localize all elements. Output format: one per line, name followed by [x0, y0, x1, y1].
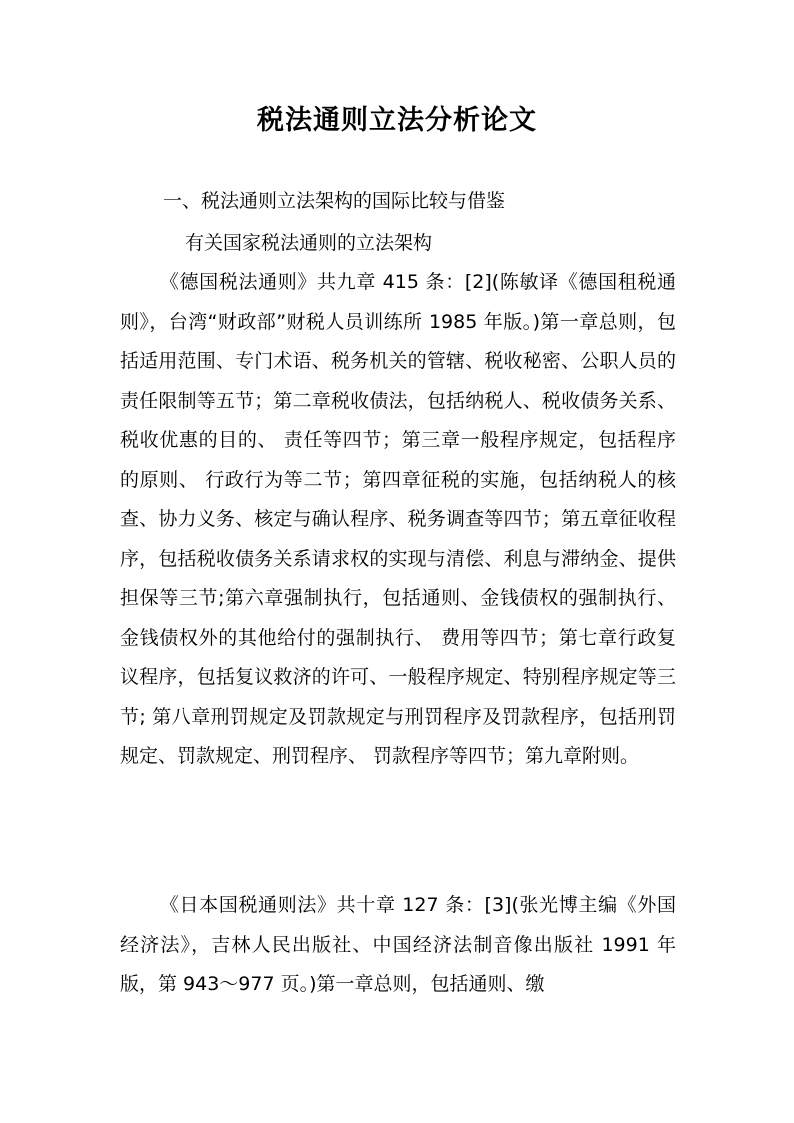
paragraph-german-tax-code: 《德国税法通则》共九章 415 条：[2](陈敏译《德国租税通则》，台湾“财政部”财税人员训练所 1985 年版。)第一章总则，包括适用范围、专门术语、税务机关的管辖、税收秘密、公职人员的责任限制等五节；第二章税收债法，包括纳税人、税收债务关系、税收优惠的目的、 责任等四节；第三章一般程序规定，包括程序的原则、 行政行为等二节；第四章征税的实施，包括纳税人的核查、协力义务、核定与确认程序、税务调查等四节；第五章征收程序，包括税收债务关系请求权的实现与清偿、利息与滞纳金、提供担保等三节;第六章强制执行，包括通则、金钱债权的强制执行、金钱债权外的其他给付的强制执行、 费用等四节；第七章行政复议程序，包括复议救济的许可、一般程序规定、特别程序规定等三节; 第八章刑罚规定及罚款规定与刑罚程序及罚款程序，包括刑罚规定、罚款规定、刑罚程序、 罚款程序等四节；第九章附则。	[120, 271, 676, 767]
section-heading: 一、税法通则立法架构的国际比较与借鉴	[163, 190, 506, 212]
document-title: 税法通则立法分析论文	[257, 105, 537, 136]
paragraph-japan-tax-code: 《日本国税通则法》共十章 127 条：[3](张光博主编《外国经济法》，吉林人民出版社、中国经济法制音像出版社 1991 年版，第 943～977 页。)第一章总则，包括通则、缴	[120, 894, 676, 995]
subsection-heading: 有关国家税法通则的立法架构	[185, 232, 433, 254]
